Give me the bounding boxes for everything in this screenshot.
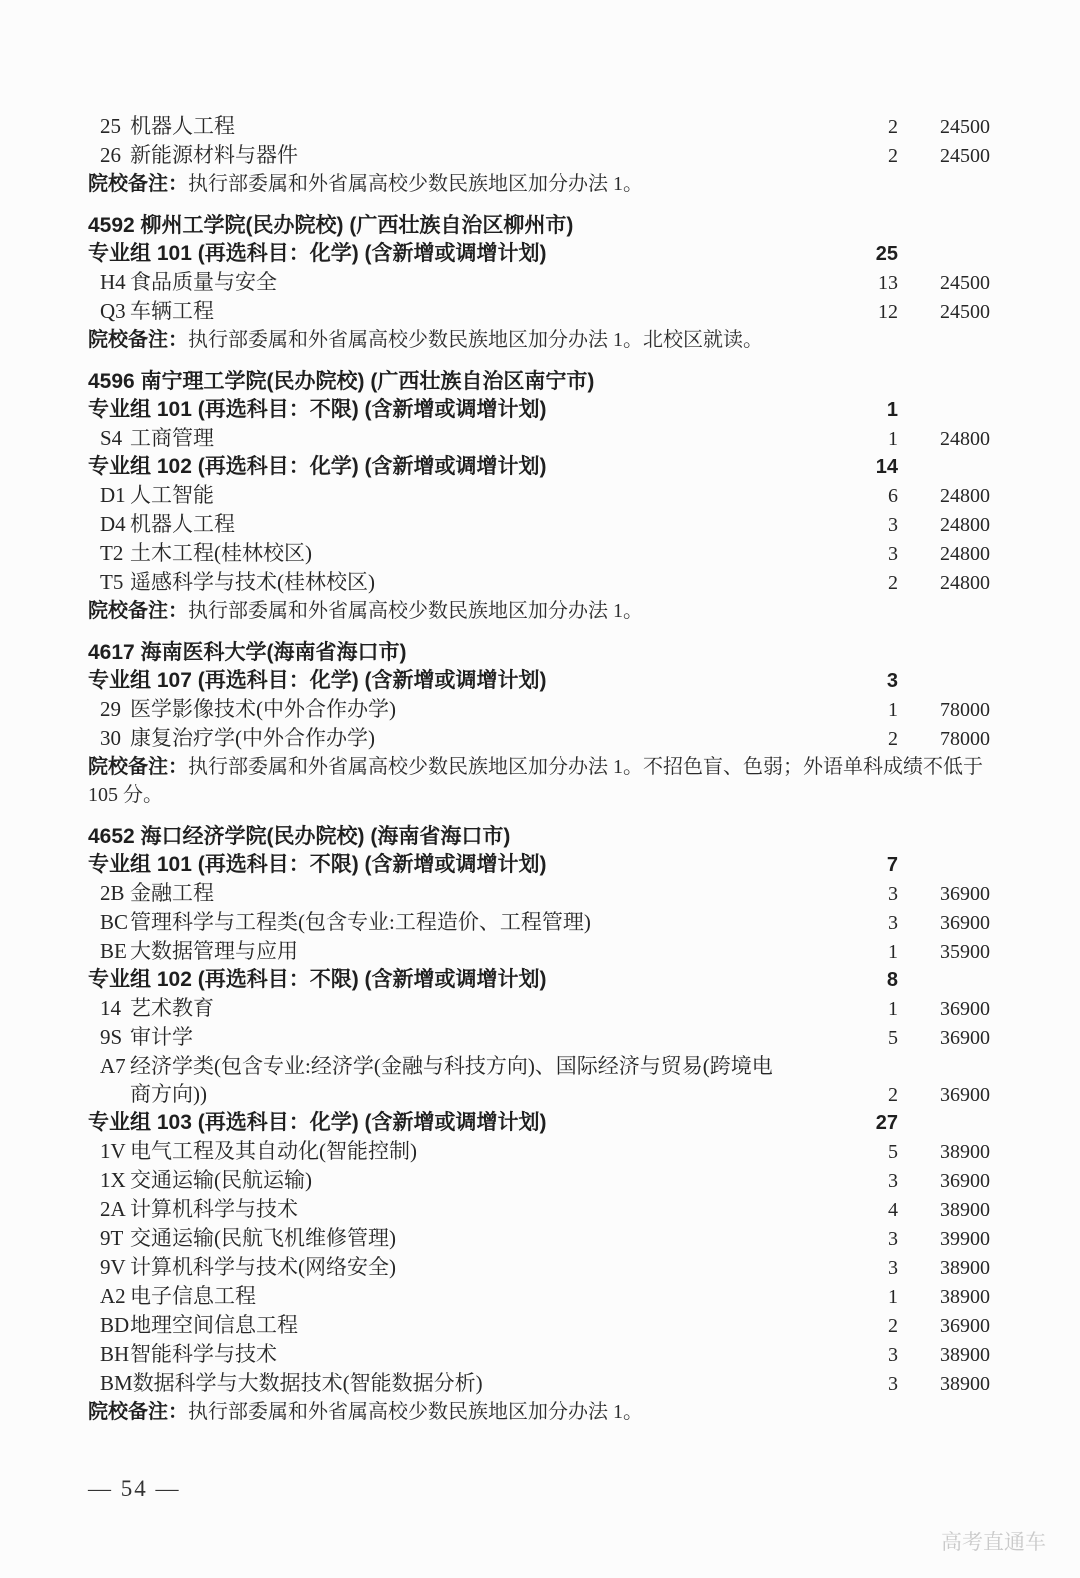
plan-count: 1 — [888, 998, 898, 1020]
plan-count: 1 — [888, 699, 898, 721]
plan-count: 3 — [888, 883, 898, 905]
plan-count: 3 — [888, 1344, 898, 1366]
plan-count: 1 — [888, 941, 898, 963]
major-name: 交通运输(民航飞机维修管理) — [130, 1226, 396, 1250]
specialty-group-row — [88, 667, 990, 695]
remark-text: 执行部委属和外省属高校少数民族地区加分办法 1。 — [188, 1401, 643, 1423]
major-code: S4 — [100, 426, 123, 450]
tuition-fee: 24500 — [940, 145, 990, 167]
plan-count: 3 — [888, 543, 898, 565]
major-row — [88, 141, 990, 170]
tuition-fee: 24800 — [940, 543, 990, 565]
remark-row — [88, 170, 990, 198]
tuition-fee: 38900 — [940, 1141, 990, 1163]
plan-count: 1 — [888, 428, 898, 450]
plan-count: 3 — [888, 1170, 898, 1192]
plan-count: 3 — [888, 1373, 898, 1395]
major-name: 康复治疗学(中外合作办学) — [130, 726, 375, 750]
major-name-continuation: 商方向)) — [130, 1082, 207, 1106]
plan-count: 2 — [888, 116, 898, 138]
plan-count: 4 — [888, 1199, 898, 1221]
plan-count: 3 — [888, 1257, 898, 1279]
plan-count: 3 — [888, 514, 898, 536]
major-code: 26 — [100, 143, 121, 167]
tuition-fee: 38900 — [940, 1373, 990, 1395]
group-plan-count: 8 — [886, 969, 898, 991]
major-name: 医学影像技术(中外合作办学) — [130, 697, 396, 721]
remark-row — [88, 1398, 990, 1426]
group-name: 专业组 102 (再选科目：不限) (含新增或调增计划) — [88, 968, 547, 991]
tuition-fee: 36900 — [940, 1315, 990, 1337]
major-row — [88, 994, 990, 1023]
major-name: 人工智能 — [130, 483, 214, 507]
major-code: 29 — [100, 697, 121, 721]
major-row — [88, 481, 990, 510]
major-code: BC — [100, 910, 129, 934]
major-code: 30 — [100, 726, 121, 750]
tuition-fee: 36900 — [940, 1170, 990, 1192]
major-name: 电子信息工程 — [130, 1284, 256, 1308]
tuition-fee: 78000 — [940, 728, 990, 750]
major-code: 2A — [100, 1197, 126, 1221]
major-row — [88, 1195, 990, 1224]
major-name: 计算机科学与技术(网络安全) — [130, 1255, 396, 1279]
major-code: BD — [100, 1313, 130, 1337]
plan-count: 6 — [888, 485, 898, 507]
institution-header: 4617 海南医科大学(海南省海口市) — [88, 641, 407, 664]
tuition-fee: 24800 — [940, 428, 990, 450]
remark-label: 院校备注： — [88, 1401, 188, 1423]
major-name: 金融工程 — [130, 881, 214, 905]
major-row — [88, 539, 990, 568]
group-name: 专业组 103 (再选科目：化学) (含新增或调增计划) — [88, 1111, 547, 1134]
plan-count: 2 — [888, 728, 898, 750]
major-code: A7 — [100, 1054, 126, 1078]
major-name: 交通运输(民航运输) — [130, 1168, 312, 1192]
institution-section — [88, 112, 990, 198]
institution-section — [88, 212, 990, 354]
major-name: 车辆工程 — [130, 299, 214, 323]
major-code: 1X — [100, 1168, 126, 1192]
tuition-fee: 38900 — [940, 1257, 990, 1279]
major-row — [88, 1340, 990, 1369]
page-number: — 54 — — [88, 1476, 181, 1501]
major-name: 工商管理 — [130, 426, 214, 450]
major-code: 9V — [100, 1255, 126, 1279]
major-code: T5 — [100, 570, 124, 594]
major-name: 新能源材料与器件 — [130, 143, 298, 167]
remark-text: 执行部委属和外省属高校少数民族地区加分办法 1。北校区就读。 — [188, 329, 763, 351]
major-name: 土木工程(桂林校区) — [130, 541, 312, 565]
major-name: 经济学类(包含专业:经济学(金融与科技方向)、国际经济与贸易(跨境电 — [130, 1054, 773, 1078]
major-name: 机器人工程 — [130, 114, 235, 138]
group-plan-count: 27 — [875, 1112, 898, 1134]
major-name: 大数据管理与应用 — [130, 939, 298, 963]
major-row — [88, 908, 990, 937]
major-row — [88, 1224, 990, 1253]
plan-count: 3 — [888, 1228, 898, 1250]
watermark: 高考直通车 — [941, 1531, 1046, 1554]
specialty-group-row — [88, 453, 990, 481]
group-name: 专业组 107 (再选科目：化学) (含新增或调增计划) — [88, 669, 547, 692]
major-row — [88, 1052, 990, 1080]
major-row — [88, 1282, 990, 1311]
major-name: 数据科学与大数据技术(智能数据分析) — [132, 1371, 483, 1395]
plan-count: 2 — [888, 572, 898, 594]
major-code: D1 — [100, 483, 126, 507]
specialty-group-row — [88, 1109, 990, 1137]
tuition-fee: 24800 — [940, 485, 990, 507]
group-plan-count: 3 — [886, 670, 898, 692]
remark-row — [88, 597, 990, 625]
plan-count: 3 — [888, 912, 898, 934]
major-code: D4 — [100, 512, 126, 536]
remark-label: 院校备注： — [88, 600, 188, 622]
remark-text: 执行部委属和外省属高校少数民族地区加分办法 1。 — [188, 173, 643, 195]
major-row — [88, 1311, 990, 1340]
major-row — [88, 424, 990, 453]
tuition-fee: 38900 — [940, 1286, 990, 1308]
major-code: 9S — [100, 1025, 123, 1049]
tuition-fee: 24800 — [940, 514, 990, 536]
major-code: 25 — [100, 114, 121, 138]
major-code: 14 — [100, 996, 121, 1020]
tuition-fee: 35900 — [940, 941, 990, 963]
remark-text: 执行部委属和外省属高校少数民族地区加分办法 1。 — [188, 600, 643, 622]
major-row — [88, 268, 990, 297]
institution-header: 4652 海口经济学院(民办院校) (海南省海口市) — [88, 825, 511, 848]
institution-section — [88, 639, 990, 809]
plan-count: 2 — [888, 1315, 898, 1337]
remark-label: 院校备注： — [88, 756, 188, 778]
specialty-group-row — [88, 851, 990, 879]
major-code: BE — [100, 939, 127, 963]
major-name: 食品质量与安全 — [130, 270, 277, 294]
major-row — [88, 1137, 990, 1166]
major-name: 机器人工程 — [130, 512, 235, 536]
tuition-fee: 36900 — [940, 912, 990, 934]
major-row — [88, 724, 990, 753]
major-row — [88, 695, 990, 724]
major-code: A2 — [100, 1284, 126, 1308]
institution-header: 4596 南宁理工学院(民办院校) (广西壮族自治区南宁市) — [88, 370, 595, 393]
tuition-fee: 78000 — [940, 699, 990, 721]
major-code: 1V — [100, 1139, 126, 1163]
specialty-group-row — [88, 396, 990, 424]
remark-row — [88, 326, 990, 354]
institution-section — [88, 823, 990, 1426]
major-row — [88, 568, 990, 597]
major-row — [88, 510, 990, 539]
plan-count: 13 — [878, 272, 898, 294]
major-code: H4 — [100, 270, 126, 294]
tuition-fee: 24500 — [940, 301, 990, 323]
major-name: 电气工程及其自动化(智能控制) — [130, 1139, 417, 1163]
tuition-fee: 38900 — [940, 1199, 990, 1221]
remark-label: 院校备注： — [88, 329, 188, 351]
tuition-fee: 36900 — [940, 1084, 990, 1106]
major-name: 智能科学与技术 — [130, 1342, 277, 1366]
tuition-fee: 39900 — [940, 1228, 990, 1250]
group-name: 专业组 101 (再选科目：不限) (含新增或调增计划) — [88, 398, 547, 421]
major-name: 遥感科学与技术(桂林校区) — [130, 570, 375, 594]
major-row — [88, 297, 990, 326]
tuition-fee: 24500 — [940, 116, 990, 138]
major-name: 计算机科学与技术 — [130, 1197, 298, 1221]
group-name: 专业组 102 (再选科目：化学) (含新增或调增计划) — [88, 455, 547, 478]
major-row — [88, 879, 990, 908]
tuition-fee: 36900 — [940, 1027, 990, 1049]
group-name: 专业组 101 (再选科目：化学) (含新增或调增计划) — [88, 242, 547, 265]
major-name: 审计学 — [130, 1025, 193, 1049]
major-code: BH — [100, 1342, 130, 1366]
major-name: 艺术教育 — [130, 996, 214, 1020]
major-code: 9T — [100, 1226, 124, 1250]
tuition-fee: 24800 — [940, 572, 990, 594]
major-code: T2 — [100, 541, 124, 565]
plan-count: 5 — [888, 1027, 898, 1049]
major-code: BM — [100, 1371, 133, 1395]
group-plan-count: 1 — [886, 399, 898, 421]
major-row — [88, 937, 990, 966]
specialty-group-row — [88, 240, 990, 268]
plan-count: 2 — [888, 145, 898, 167]
major-row-continuation — [88, 1080, 990, 1109]
remark-row — [88, 753, 990, 809]
plan-count: 12 — [878, 301, 898, 323]
major-code: 2B — [100, 881, 125, 905]
major-row — [88, 112, 990, 141]
major-row — [88, 1253, 990, 1282]
tuition-fee: 24500 — [940, 272, 990, 294]
major-row — [88, 1023, 990, 1052]
tuition-fee: 36900 — [940, 998, 990, 1020]
group-plan-count: 7 — [886, 854, 898, 876]
major-row — [88, 1166, 990, 1195]
group-name: 专业组 101 (再选科目：不限) (含新增或调增计划) — [88, 853, 547, 876]
institution-header: 4592 柳州工学院(民办院校) (广西壮族自治区柳州市) — [88, 214, 574, 237]
plan-count: 5 — [888, 1141, 898, 1163]
institution-section — [88, 368, 990, 625]
plan-count: 1 — [888, 1286, 898, 1308]
major-name: 管理科学与工程类(包含专业:工程造价、工程管理) — [130, 910, 591, 934]
major-code: Q3 — [100, 299, 126, 323]
group-plan-count: 25 — [875, 243, 898, 265]
remark-label: 院校备注： — [88, 173, 188, 195]
major-row — [88, 1369, 990, 1398]
plan-count: 2 — [888, 1084, 898, 1106]
group-plan-count: 14 — [875, 456, 898, 478]
major-name: 地理空间信息工程 — [130, 1313, 298, 1337]
tuition-fee: 38900 — [940, 1344, 990, 1366]
specialty-group-row — [88, 966, 990, 994]
remark-text: 执行部委属和外省属高校少数民族地区加分办法 1。不招色盲、色弱；外语单科成绩不低于 105 分。 — [88, 756, 983, 806]
tuition-fee: 36900 — [940, 883, 990, 905]
